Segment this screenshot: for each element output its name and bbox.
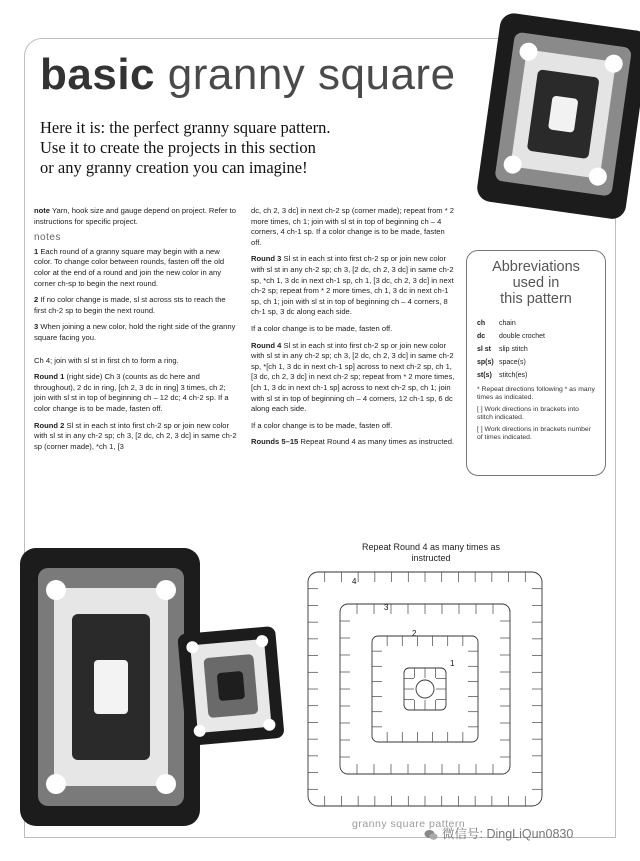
page-title: basic granny square (40, 50, 456, 99)
instructions-column-2 (251, 206, 456, 454)
chart-label-4: 4 (352, 577, 357, 586)
round-4: Round 4 Sl st in each st into first ch-2 sp or join new color with sl st in any ch-2 sp; ch 3, [2 dc, ch 2, 3 dc] in same ch-2 sp, *[ch 1, 3 dc in next ch-1 sp] across to next ch-2 sp, ch 1, [3 dc, ch 2, 3 dc] in next ch-2 sp; repeat from * 2 more times, [ch 1, 3 dc in next ch-1 sp] across to next ch-2 sp, ch 1; join with sl st in top of beginning ch – 4 corners, 12 ch-1 sp, 6 dc along each side. (251, 340, 455, 414)
note-item: 2 If no color change is made, sl st across sts to reach the first ch-2 sp to begin the next round. (34, 295, 226, 315)
foundation-instruction: Ch 4; join with sl st in first ch to form a ring. (34, 355, 179, 365)
granny-square-photo-small (176, 622, 286, 752)
abbreviation-row: sl st slip stitch (477, 346, 528, 353)
round-2: Round 2 Sl st in each st into first ch-2 sp or join new color with sl st in any ch-2 sp; ch 3, [2 dc, ch 2, 3 dc] in same ch-2 sp (corner made), *ch 1, [3 (34, 420, 237, 451)
wechat-icon (424, 829, 438, 841)
note-paragraph: note Yarn, hook size and gauge depend on project. Refer to instructions for specific project. (34, 206, 236, 226)
watermark: 微信号: DingLiQun0830 (424, 824, 573, 842)
chart-label-2: 2 (412, 629, 417, 638)
note-item: 3 When joining a new color, hold the right side of the granny square facing you. (34, 322, 236, 342)
abbreviation-row: dc double crochet (477, 333, 545, 340)
crochet-chart (300, 564, 550, 814)
instructions-column-1 (34, 206, 239, 458)
round-3: Round 3 Sl st in each st into first ch-2 sp or join new color with sl st in any ch-2 sp; ch 3, [2 dc, ch 2, 3 dc] in same ch-2 sp, *ch 1, 3 dc in next ch-1 sp, ch 1, [3 dc, ch 2, 3 dc] in next ch-2 sp; repeat from * 2 more times, ch 1, 3 dc in next ch-1 sp, ch 1; join with sl st in top of beginning ch – 4 corners, 8 ch-1 sp, 3 dc along each side. (251, 254, 454, 317)
rounds-5-15: Rounds 5–15 Repeat Round 4 as many times as instructed. (251, 437, 455, 447)
abbreviations-title: Abbreviations used in this pattern (492, 259, 580, 307)
abbreviation-row: ch chain (477, 320, 516, 327)
round-2-continued: dc, ch 2, 3 dc] in next ch-2 sp (corner made); repeat from * 2 more times, ch 1; join with sl st in top of beginning ch – 4 corners, 4 ch-1 sp. If a color change is to be made, fasten off. (251, 206, 455, 247)
diagram-title: Repeat Round 4 as many times as instructed (361, 542, 501, 563)
abbreviation-note: [ ] Work directions in brackets number of times indicated. (477, 426, 591, 441)
abbreviation-row: sp(s) space(s) (477, 359, 526, 366)
notes-heading: notes (34, 232, 61, 244)
chart-label-1: 1 (450, 659, 455, 668)
intro-text: Here it is: the perfect granny square pattern. Use it to create the projects in this section or any granny creation you can imagine! (40, 118, 331, 177)
round-1: Round 1 (right side) Ch 3 (counts as dc here and throughout), 2 dc in ring, [ch 2, 3 dc in ring] 3 times, ch 2; join with sl st in top of beginning ch – 12 dc; 4 ch-2 sp. If a color change is to be made, fasten off. (34, 372, 229, 413)
diagram-caption: granny square pattern (352, 818, 466, 830)
abbreviation-note: [ ] Work directions in brackets into stitch indicated. (477, 406, 579, 421)
color-change-note: If a color change is to be made, fasten off. (251, 323, 393, 333)
abbreviations-box (466, 250, 606, 476)
granny-square-photo-top (470, 0, 640, 230)
color-change-note: If a color change is to be made, fasten off. (251, 420, 393, 430)
abbreviation-row: st(s) stitch(es) (477, 372, 528, 379)
abbreviation-note: * Repeat directions following * as many times as indicated. (477, 386, 595, 401)
note-item: 1 Each round of a granny square may begin with a new color. To change color between rounds, fasten off the old color at the end of a round and join the new color in any corner ch-sp to begin the next round. (34, 246, 225, 288)
chart-label-3: 3 (384, 603, 389, 612)
